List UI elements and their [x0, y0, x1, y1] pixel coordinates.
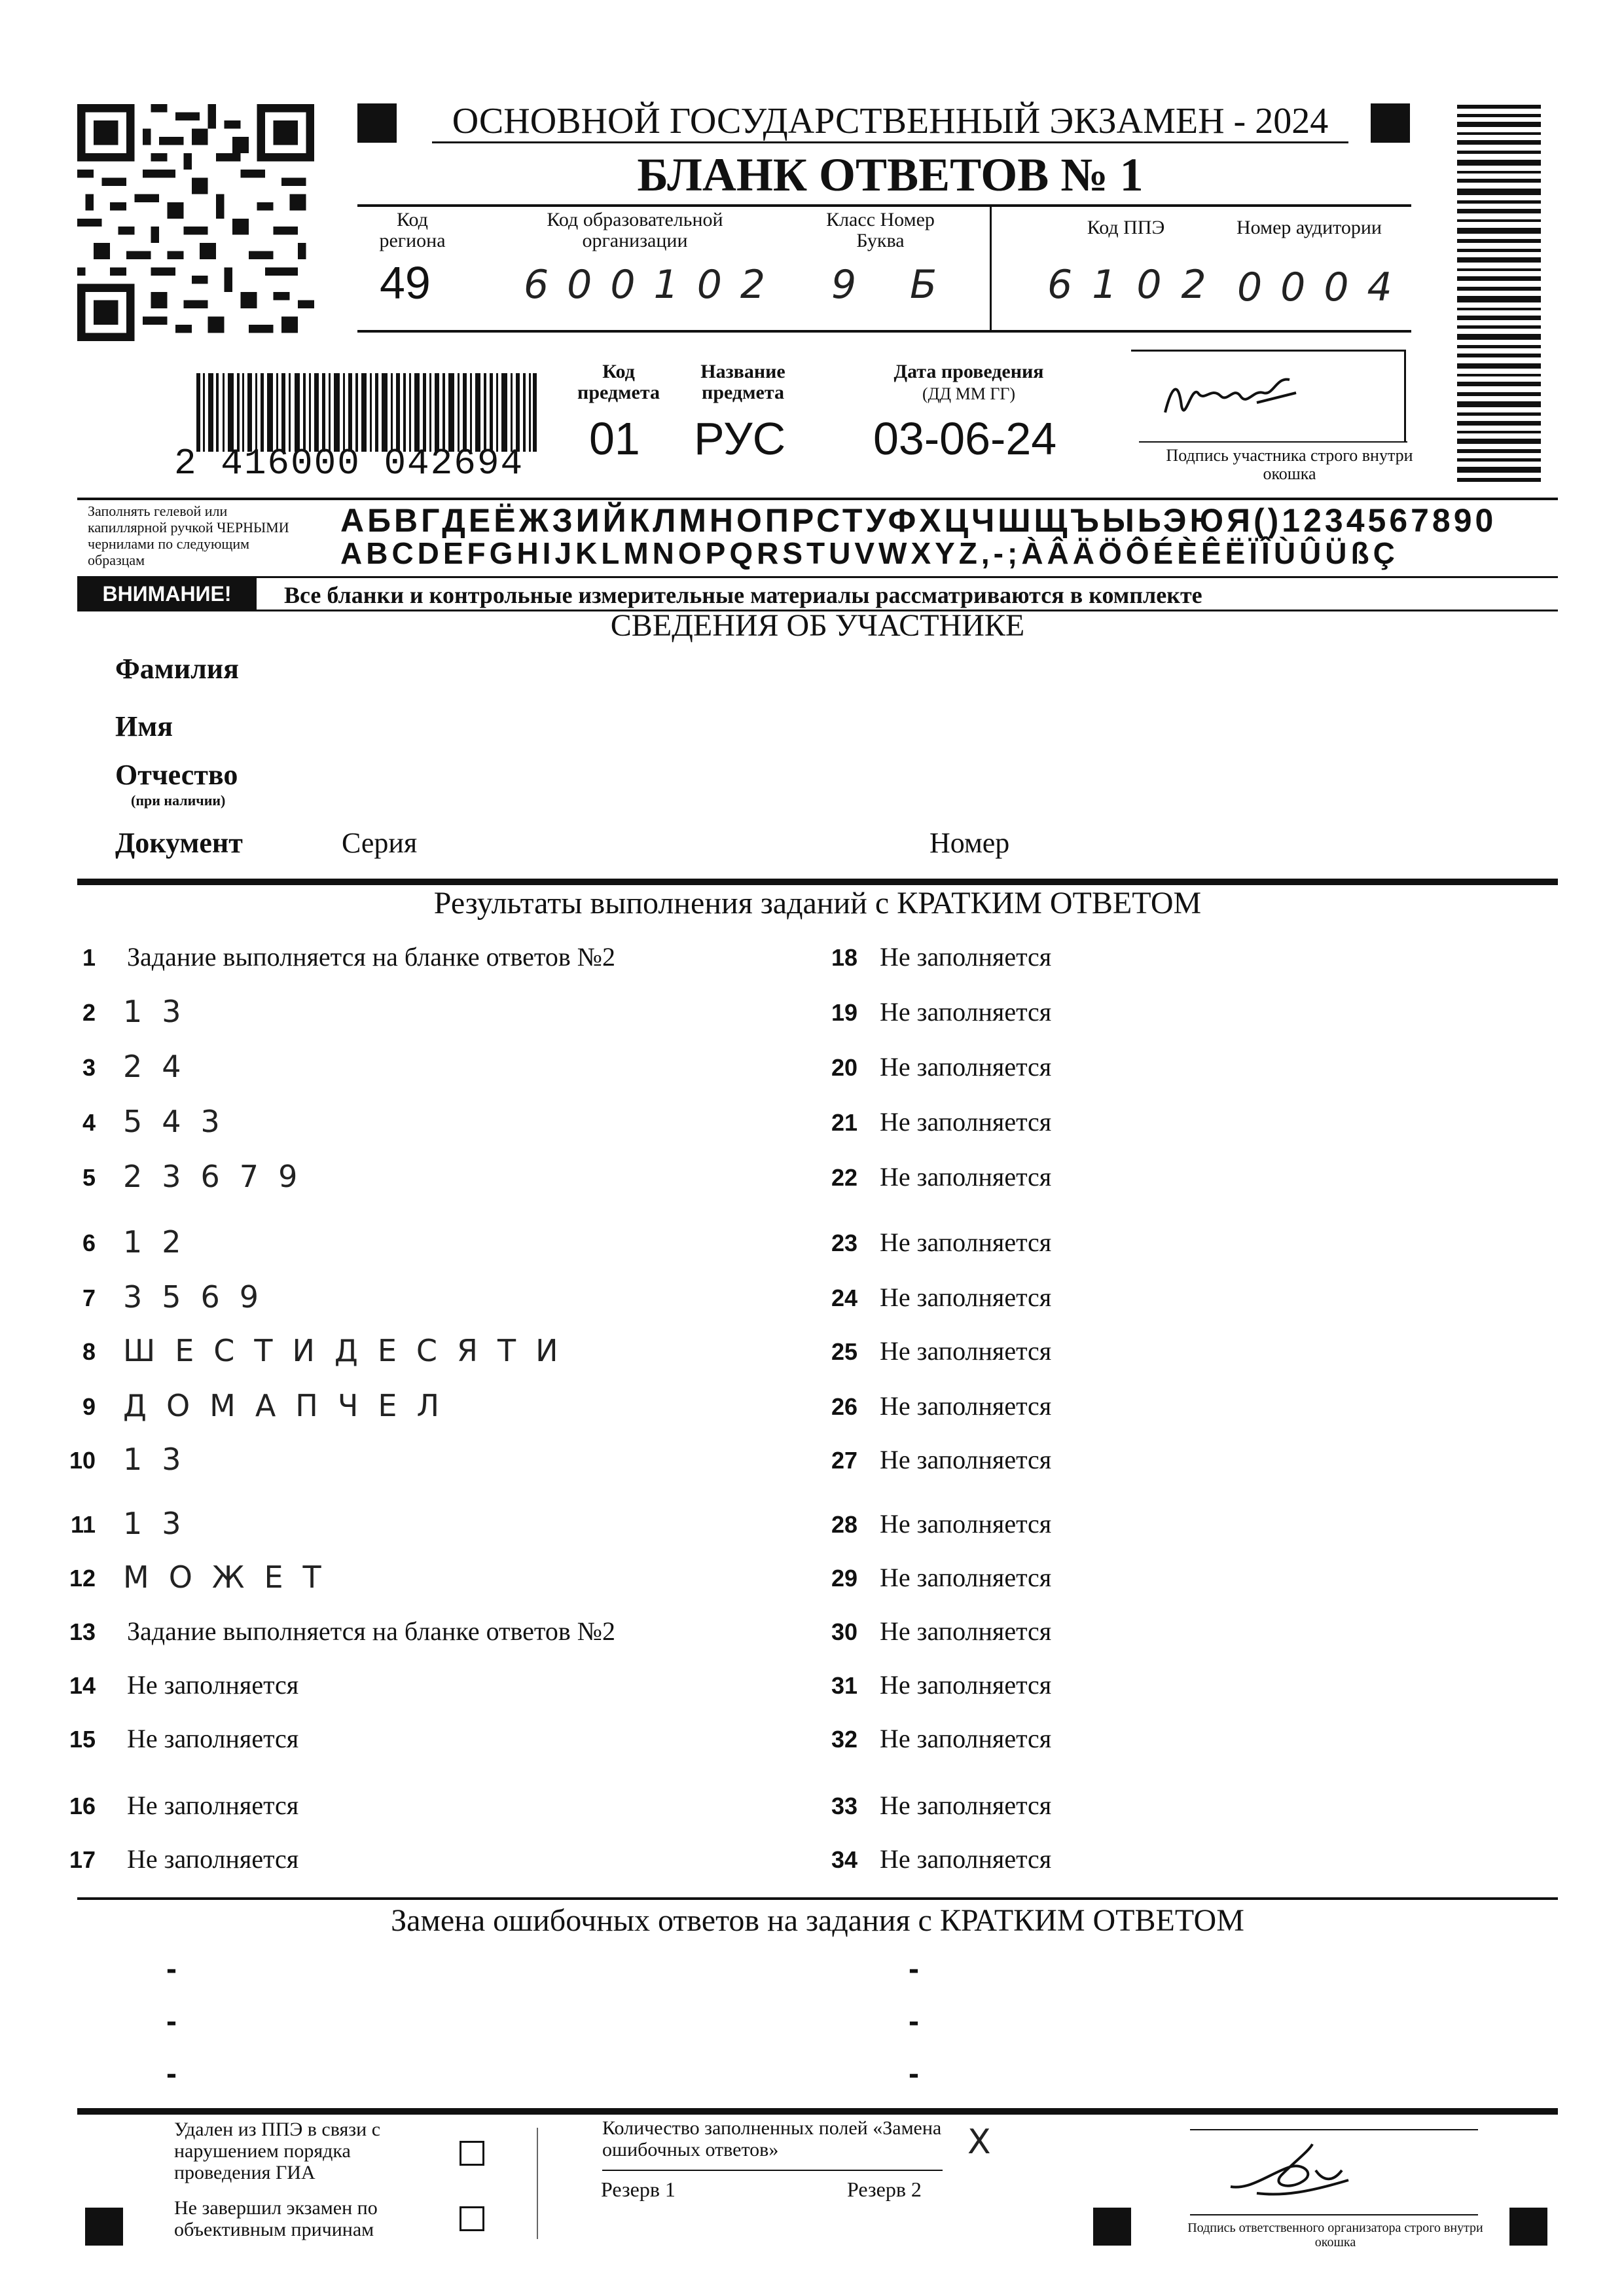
task-answer-field[interactable]: 3569 [123, 1279, 279, 1315]
task-number: 31 [831, 1672, 857, 1699]
samples-instruction: Заполнять гелевой или капиллярной ручкой ЧЕРНЫМИ чернилами по следующим образцам [88, 503, 289, 568]
org-label: Код образовательной организации [547, 209, 723, 251]
task-number: 30 [831, 1618, 857, 1645]
task-status-text: Не заполняется [880, 1107, 1052, 1137]
task-answer-field[interactable]: 12 [123, 1224, 201, 1260]
task-status-text: Не заполняется [880, 997, 1052, 1027]
task-number: 23 [831, 1230, 857, 1256]
task-status-text: Задание выполняется на бланке ответов №2 [127, 942, 615, 972]
patronymic-note: (при наличии) [131, 792, 226, 809]
organizer-signature [1218, 2134, 1362, 2206]
task-number: 26 [831, 1393, 857, 1420]
task-number: 20 [831, 1054, 857, 1081]
task-status-text: Не заполняется [880, 1336, 1052, 1366]
task-status-text: Задание выполняется на бланке ответов №2 [127, 1616, 615, 1646]
task-number: 18 [831, 944, 857, 971]
subject-code-label: Код предмета [577, 361, 660, 403]
task-number: 14 [69, 1672, 96, 1699]
corner-marker-bottom-middle [1093, 2208, 1131, 2246]
participant-section-title: СВЕДЕНИЯ ОБ УЧАСТНИКЕ [610, 608, 1025, 643]
task-number: 1 [82, 944, 96, 971]
task-answer-field[interactable]: 543 [123, 1104, 240, 1139]
task-number: 15 [69, 1726, 96, 1753]
task-number: 34 [831, 1846, 857, 1873]
title-underline [432, 141, 1348, 143]
signature-line [1139, 441, 1407, 443]
sample-latin: ABCDEFGHIJKLMNOPQRSTUVWXYZ,-;ÀÂÄÖÔÉÈÊËÏÎÙÛÜßÇ [340, 536, 1399, 570]
ppe-label: Код ППЭ [1087, 217, 1165, 238]
corner-marker-top-left [357, 103, 397, 143]
samples-top-rule [77, 498, 1558, 500]
reserve-1: Резерв 1 [601, 2178, 676, 2201]
patronymic-label: Отчество [115, 759, 238, 791]
document-series-label: Серия [342, 827, 418, 859]
removed-checkbox[interactable] [460, 2141, 484, 2166]
name-field[interactable] [275, 706, 1519, 745]
task-number: 11 [70, 1511, 96, 1538]
task-status-text: Не заполняется [880, 1670, 1052, 1700]
sample-cyrillic: АБВГДЕЁЖЗИЙКЛМНОПРСТУФХЦЧШЩЪЫЬЭЮЯ()1234567890 [340, 502, 1497, 539]
region-value: 49 [380, 257, 431, 308]
subject-name-value: РУС [694, 413, 786, 464]
task-number: 17 [69, 1846, 96, 1873]
document-number-label: Номер [929, 827, 1010, 859]
removed-text: Удален из ППЭ в связи с нарушением порядка проведения ГИА [174, 2119, 381, 2183]
task-number: 8 [82, 1338, 96, 1365]
task-answer-field[interactable]: 23679 [123, 1159, 317, 1194]
reserve-2: Резерв 2 [847, 2178, 922, 2201]
region-label: Код региона [379, 209, 446, 251]
replacement-field-right-3[interactable]: - [909, 2056, 919, 2091]
replacement-top-rule [77, 1897, 1558, 1900]
task-number: 4 [82, 1109, 96, 1136]
task-status-text: Не заполняется [880, 1509, 1052, 1539]
task-number: 7 [82, 1285, 96, 1311]
task-status-text: Не заполняется [880, 1391, 1052, 1421]
corner-marker-bottom-right [1509, 2208, 1547, 2246]
corner-marker-bottom-left [85, 2208, 123, 2246]
task-number: 29 [831, 1565, 857, 1592]
task-status-text: Не заполняется [127, 1670, 299, 1700]
task-number: 19 [831, 999, 857, 1026]
results-top-rule [77, 879, 1558, 885]
room-value: 0004 [1237, 264, 1411, 310]
task-number: 2 [82, 999, 96, 1026]
codes-bottom-rule [357, 330, 1411, 333]
document-number-field[interactable] [1047, 822, 1519, 862]
organizer-signature-line [1190, 2214, 1478, 2215]
replacement-field-left-3[interactable]: - [166, 2056, 177, 2091]
form-title: БЛАНК ОТВЕТОВ № 1 [637, 149, 1144, 201]
task-status-text: Не заполняется [880, 1445, 1052, 1474]
task-number: 13 [69, 1618, 96, 1645]
side-barcode [1457, 105, 1541, 484]
task-status-text: Не заполняется [880, 942, 1052, 972]
task-number: 5 [82, 1164, 96, 1191]
class-number: 9 [831, 262, 857, 308]
task-answer-field[interactable]: 13 [123, 994, 201, 1029]
room-label: Номер аудитории [1236, 217, 1382, 238]
exam-date-format: (ДД ММ ГГ) [922, 384, 1016, 403]
task-number: 9 [82, 1393, 96, 1420]
replacement-field-left-2[interactable]: - [166, 2004, 177, 2039]
document-series-field[interactable] [458, 822, 903, 862]
replacement-field-right-1[interactable]: - [909, 1952, 919, 1986]
replacements-count-underline [602, 2170, 943, 2171]
task-status-text: Не заполняется [880, 1791, 1052, 1820]
task-number: 16 [69, 1793, 96, 1819]
task-number: 6 [82, 1230, 96, 1256]
patronymic-field[interactable] [275, 759, 1519, 799]
task-status-text: Не заполняется [127, 1724, 299, 1753]
task-number: 22 [831, 1164, 857, 1191]
task-number: 25 [831, 1338, 857, 1365]
subject-name-label: Название предмета [700, 361, 785, 403]
task-number: 33 [831, 1793, 857, 1819]
subject-code-value: 01 [589, 413, 640, 464]
signature-caption: Подпись участника строго внутри окошка [1166, 446, 1413, 483]
codes-divider [990, 206, 992, 330]
task-answer-field[interactable]: МОЖЕТ [123, 1559, 341, 1595]
task-status-text: Не заполняется [880, 1228, 1052, 1257]
name-label: Имя [115, 710, 173, 742]
task-number: 27 [831, 1447, 857, 1474]
class-letter: Б [910, 262, 937, 308]
footer-top-rule [77, 2108, 1558, 2115]
task-answer-field[interactable]: ШЕСТИДЕСЯТИ [123, 1333, 578, 1368]
qr-code [77, 102, 314, 343]
task-status-text: Не заполняется [127, 1791, 299, 1820]
task-status-text: Не заполняется [880, 1563, 1052, 1592]
task-number: 21 [831, 1109, 857, 1136]
task-number: 28 [831, 1511, 857, 1538]
participant-signature [1159, 367, 1316, 432]
task-status-text: Не заполняется [880, 1724, 1052, 1753]
replacement-field-left-1[interactable]: - [166, 1952, 177, 1986]
codes-top-rule [357, 204, 1411, 207]
task-answer-field[interactable]: 13 [123, 1506, 201, 1541]
task-number: 3 [82, 1054, 96, 1081]
not-finished-checkbox[interactable] [460, 2206, 484, 2231]
surname-field[interactable] [275, 648, 1519, 687]
replacements-count-value[interactable]: X [967, 2123, 991, 2162]
surname-label: Фамилия [115, 653, 239, 685]
warning-text: Все бланки и контрольные измерительные материалы рассматриваются в комплекте [284, 582, 1202, 608]
task-status-text: Не заполняется [880, 1052, 1052, 1082]
results-section-title: Результаты выполнения заданий с КРАТКИМ ОТВЕТОМ [433, 886, 1202, 920]
document-label: Документ [115, 827, 243, 859]
barcode-number: 2 416000 042694 [174, 443, 524, 484]
replacement-field-right-2[interactable]: - [909, 2004, 919, 2039]
task-number: 32 [831, 1726, 857, 1753]
organizer-signature-caption: Подпись ответственного организатора строго внутри окошка [1187, 2221, 1483, 2250]
ppe-value: 6102 [1047, 262, 1226, 308]
task-number: 10 [69, 1447, 96, 1474]
task-status-text: Не заполняется [880, 1162, 1052, 1192]
corner-marker-top-right [1371, 103, 1410, 143]
org-value: 600102 [524, 262, 784, 308]
replacements-count-label: Количество заполненных полей «Замена ошибочных ответов» [602, 2117, 942, 2160]
not-finished-text: Не завершил экзамен по объективным причинам [174, 2197, 378, 2240]
replacement-section-title: Замена ошибочных ответов на задания с КРАТКИМ ОТВЕТОМ [391, 1903, 1244, 1938]
task-status-text: Не заполняется [880, 1283, 1052, 1312]
task-number: 12 [69, 1565, 96, 1592]
task-status-text: Не заполняется [880, 1844, 1052, 1874]
task-answer-field[interactable]: 13 [123, 1442, 201, 1477]
exam-date-value: 03-06-24 [873, 413, 1057, 464]
task-status-text: Не заполняется [127, 1844, 299, 1874]
class-label: Класс Номер Буква [826, 209, 935, 251]
task-status-text: Не заполняется [880, 1616, 1052, 1646]
task-answer-field[interactable]: 24 [123, 1049, 201, 1084]
exam-date-label: Дата проведения [893, 361, 1044, 382]
exam-title: ОСНОВНОЙ ГОСУДАРСТВЕННЫЙ ЭКЗАМЕН - 2024 [452, 101, 1329, 141]
task-answer-field[interactable]: ДОМАПЧЕЛ [123, 1388, 460, 1423]
barcode [196, 373, 537, 452]
task-number: 24 [831, 1285, 857, 1311]
footer-divider [537, 2128, 538, 2239]
warning-badge: ВНИМАНИЕ! [77, 577, 257, 610]
